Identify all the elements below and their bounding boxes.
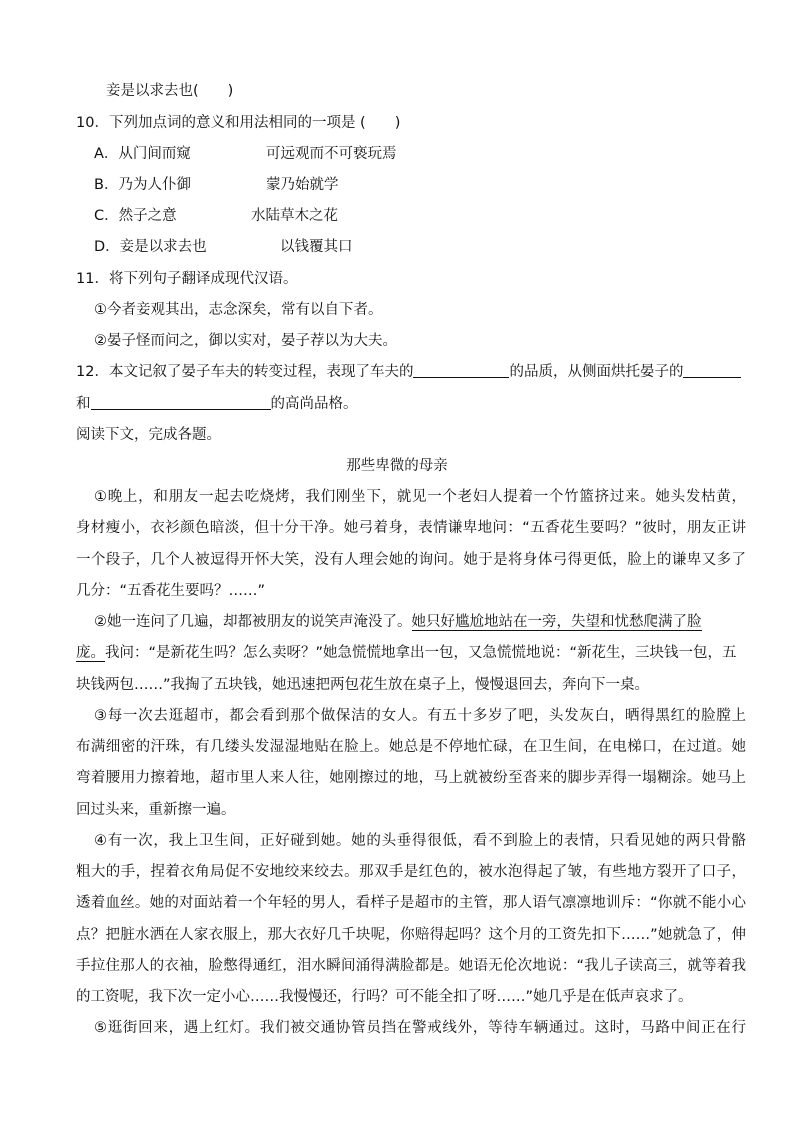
- q10-option-a: [94, 144, 397, 164]
- option-c-left: C．然子之意: [94, 208, 177, 224]
- paragraph-line: 的工资呢，我下次一定小心……我慢慢还，行吗？可不能全扣了呀……”她几乎是在低声哀求了。: [76, 989, 693, 1005]
- answer-blank[interactable]: [413, 363, 509, 378]
- paragraph-line: 一个段子，几个人被逗得开怀大笑，没有人理会她的询问。她于是将身体弓得更低，脸上的谦卑又多了: [76, 552, 746, 568]
- q10-option-c: [94, 206, 338, 226]
- paragraph-line: 点？把脏水洒在人家衣服上，那大衣好几千块呢，你赔得起吗？这个月的工资先扣下……”她就急了，伸: [76, 927, 746, 943]
- q12-line-2: [76, 394, 358, 414]
- paragraph-line: 粗大的手，捏着衣角局促不安地绞来绞去。那双手是红色的，被水泡得起了皱，有些地方裂开了口子，: [76, 864, 746, 880]
- paragraph-line: 身材瘦小，衣衫颜色暗淡，但十分干净。她弓着身，表情谦卑地问：“五香花生要吗？”彼时，朋友正讲: [76, 520, 746, 536]
- paragraph-line: 透着血丝。她的对面站着一个年轻的男人，看样子是超市的主管，那人语气凛凛地训斥：“你就不能小心: [76, 895, 746, 911]
- q12-text-2: 的品质，从侧面烘托晏子的: [509, 364, 684, 380]
- paragraph-line: 手拉住那人的衣袖，脸憋得通红，泪水瞬间涌得满脸都是。她语无伦次地说：“我儿子读高三，就等着我: [76, 958, 746, 974]
- q11-item-2: ②晏子怪而问之，御以实对，晏子荐以为大夫。: [94, 333, 397, 349]
- paragraph-line: ①晚上，和朋友一起去吃烧烤，我们刚坐下，就见一个老妇人提着一个竹篮挤过来。她头发枯黄，: [94, 489, 746, 505]
- paragraph-line: [76, 643, 746, 663]
- q11-stem: 11．将下列句子翻译成现代汉语。: [76, 271, 298, 287]
- option-a-left: A．从门间而窥: [94, 146, 191, 162]
- option-b-right: 蒙乃始就学: [266, 177, 339, 193]
- paragraph-line: 回过头来，重新擦一遍。: [76, 802, 236, 818]
- option-a-right: 可远观而不可亵玩焉: [266, 146, 397, 162]
- plain-text: ②她一连问了几遍，却都被朋友的说笑声淹没了。: [94, 614, 412, 630]
- paragraph-line: 几分：“五香花生要吗？……”: [76, 583, 266, 599]
- paragraph-line: ④有一次，我上卫生间，正好碰到她。她的头垂得很低，看不到脸上的表情，只看见她的两只骨骼: [94, 833, 746, 849]
- reading-instruction: 阅读下文，完成各题。: [76, 427, 221, 443]
- paragraph-line: [94, 612, 702, 632]
- option-d-left: D．妾是以求去也: [94, 239, 207, 255]
- q10-option-d: [94, 237, 353, 257]
- q10-stem: 10．下列加点词的意义和用法相同的一项是 ( ): [76, 115, 401, 131]
- q9-tail: 妾是以求去也( ): [106, 83, 234, 99]
- plain-text: 我问：“是新花生吗？怎么卖呀？”她急慌慌地拿出一包，又急慌慌地说：“新花生，三块钱一包，五: [105, 645, 737, 661]
- passage-title: 那些卑微的母亲: [346, 458, 448, 474]
- q12-text-1: 12．本文记叙了晏子车夫的转变过程，表现了车夫的: [76, 364, 414, 380]
- answer-blank[interactable]: [683, 363, 741, 378]
- paragraph-line: 布满细密的汗珠，有几缕头发湿湿地贴在脸上。她总是不停地忙碌，在卫生间，在电梯口，在过道。她: [76, 739, 746, 755]
- option-b-left: B．乃为人仆御: [94, 177, 191, 193]
- q11-item-1: ①今者妾观其出，志念深矣，常有以自下者。: [94, 302, 383, 318]
- underlined-sentence-end: 庞。: [76, 645, 105, 661]
- q12-text-4: 的高尚品格。: [270, 396, 358, 412]
- option-d-right: 以钱覆其口: [280, 239, 353, 255]
- q10-option-b: [94, 175, 339, 195]
- option-c-right: 水陆草木之花: [251, 208, 338, 224]
- answer-blank[interactable]: [91, 395, 271, 410]
- paragraph-line: ⑤逛街回来，遇上红灯。我们被交通协管员挡在警戒线外，等待车辆通过。这时，马路中间正在行: [94, 1020, 746, 1036]
- q12-line-1: [76, 362, 741, 382]
- underlined-sentence: 她只好尴尬地站在一旁，失望和忧愁爬满了脸: [411, 614, 702, 630]
- q12-text-3: 和: [76, 396, 91, 412]
- paragraph-line: ③每一次去逛超市，都会看到那个做保洁的女人。有五十多岁了吧，头发灰白，晒得黑红的脸膛上: [94, 708, 746, 724]
- paragraph-line: 块钱两包……”我掏了五块钱，她迅速把两包花生放在桌子上，慢慢退回去，奔向下一桌。: [76, 677, 650, 693]
- paragraph-line: 弯着腰用力擦着地，超市里人来人往，她刚擦过的地，马上就被纷至沓来的脚步弄得一塌糊涂。她马上: [76, 770, 746, 786]
